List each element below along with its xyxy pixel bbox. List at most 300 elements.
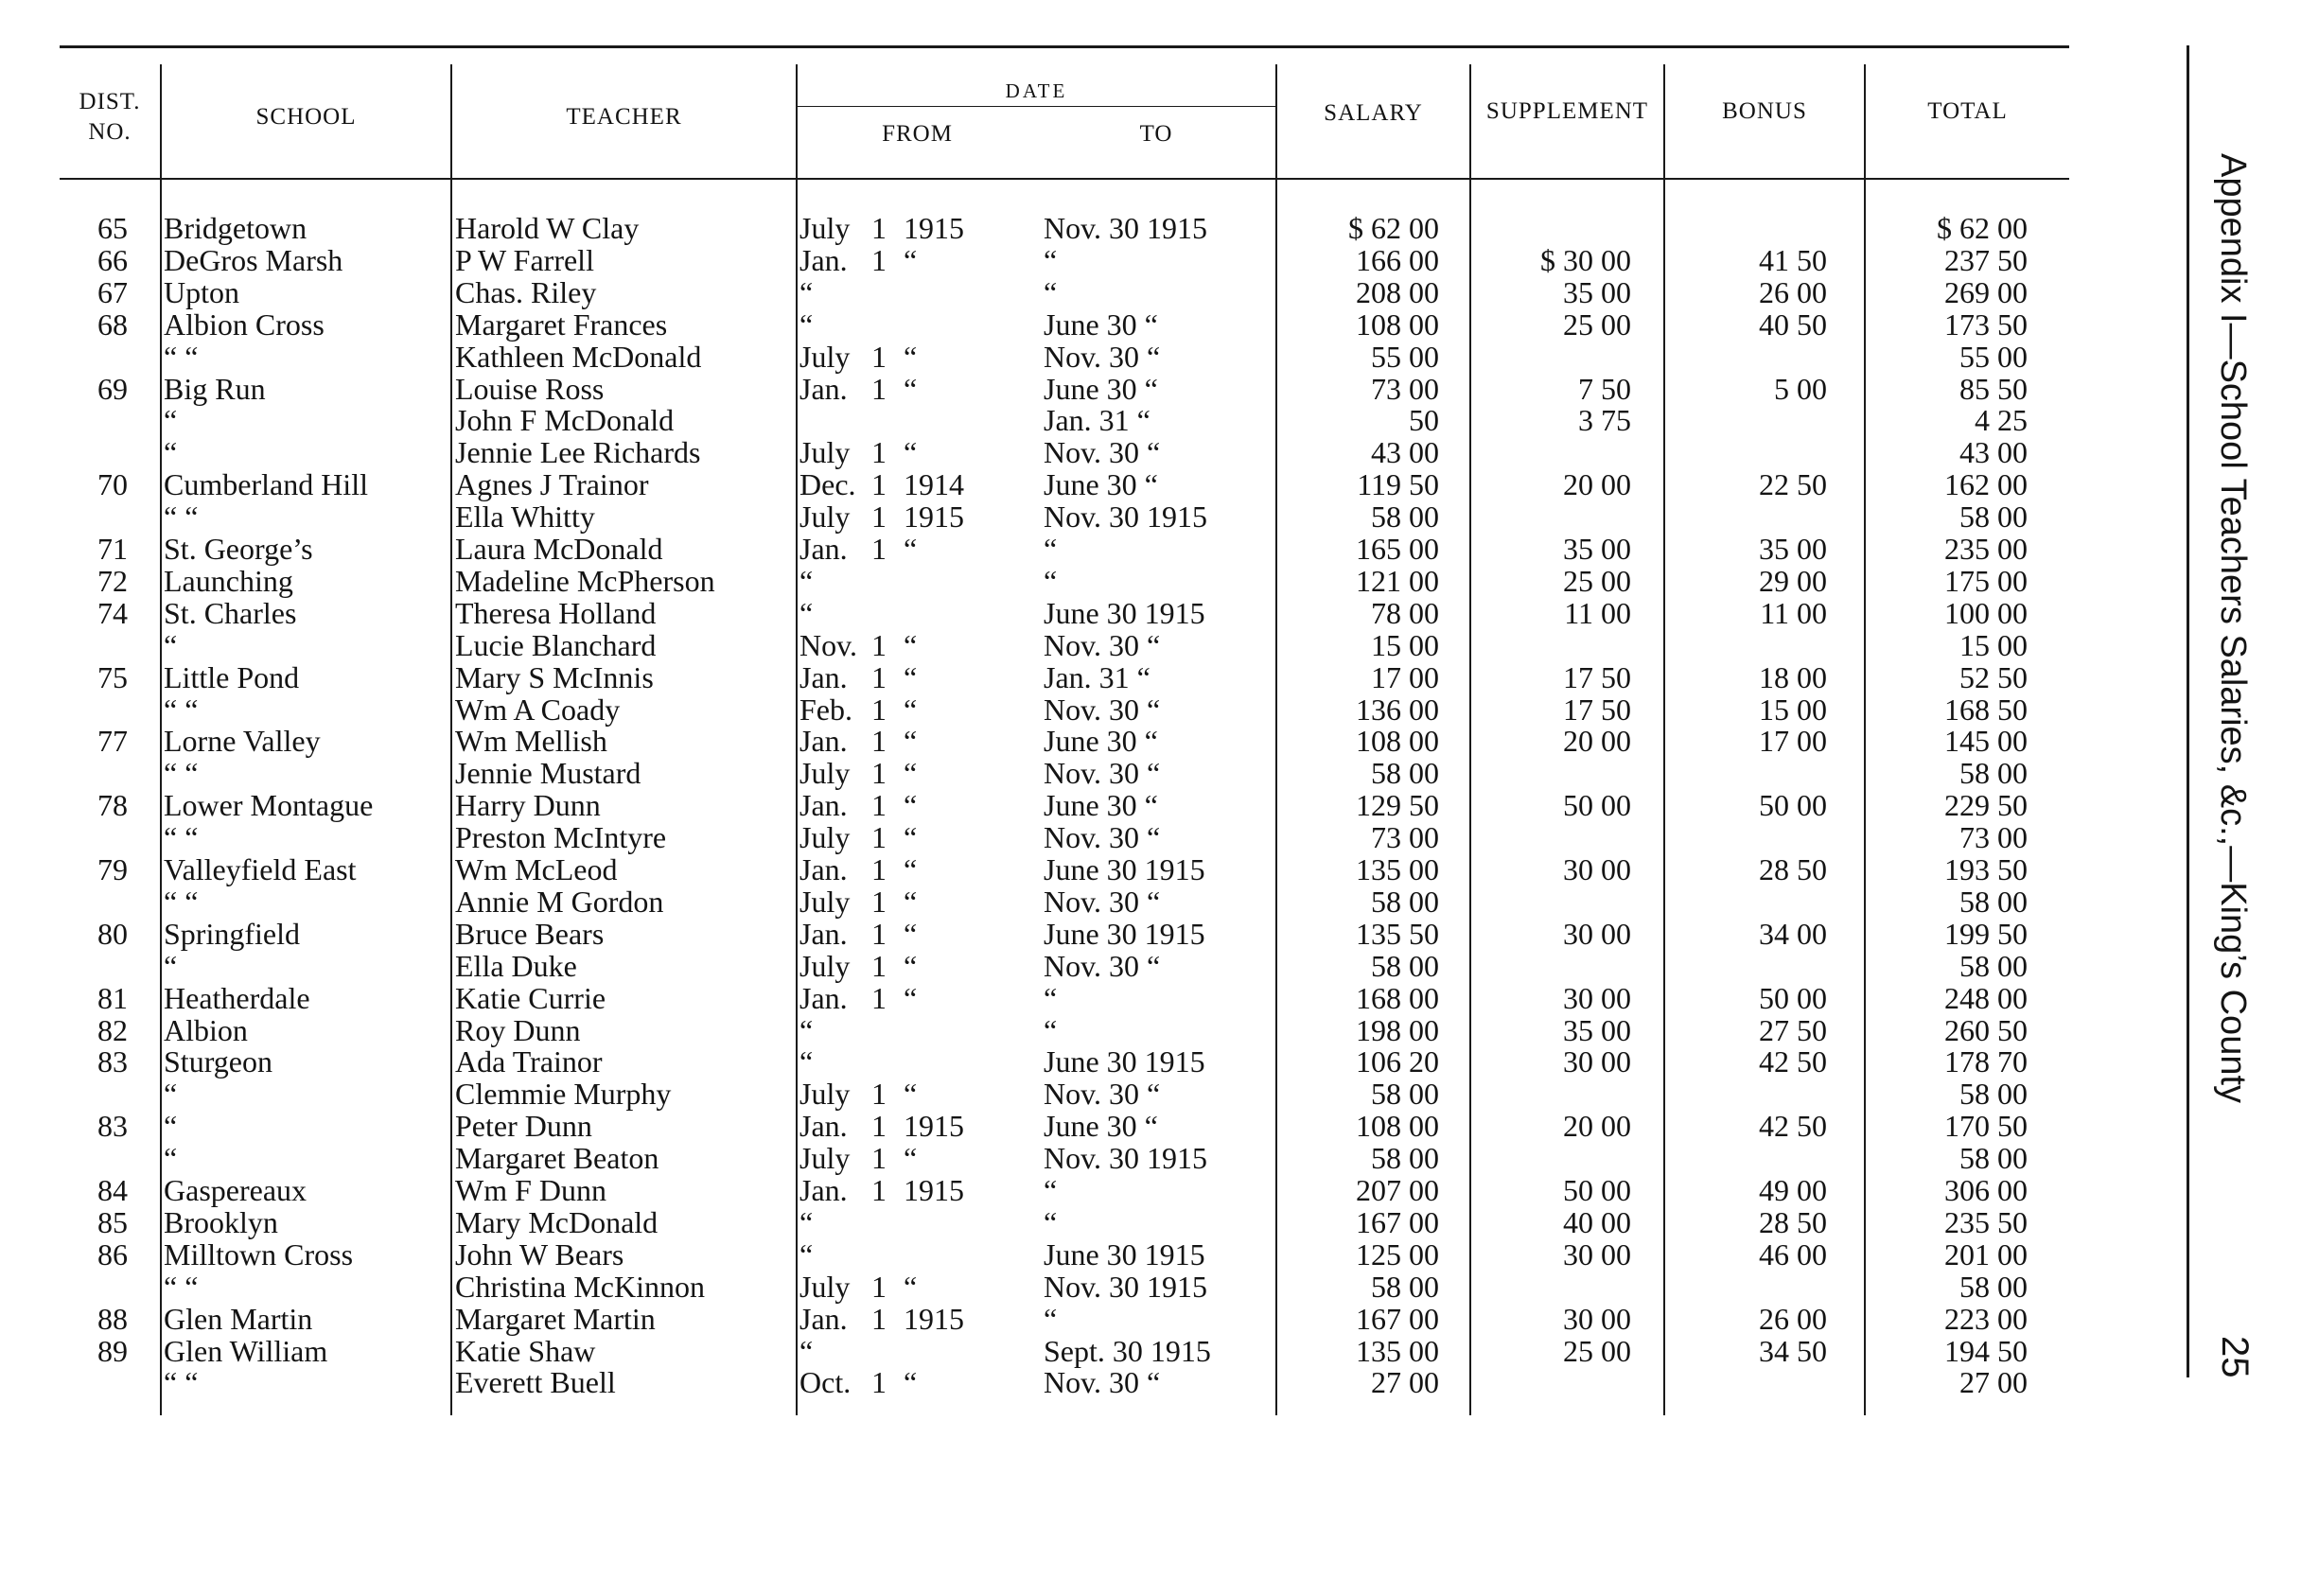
to-date-cell: Nov. 30 “ [1044,435,1161,470]
school-cell: Sturgeon [164,1044,272,1079]
from-year-cell: “ [904,435,918,470]
teacher-cell: Wm Mellish [455,724,607,759]
from-month-cell: July [799,500,851,535]
total-cell: 27 00 [1959,1365,2028,1400]
from-month-cell: Jan. [799,980,848,1015]
teacher-cell: P W Farrell [455,242,594,277]
total-cell: 229 50 [1944,788,2028,823]
from-month-cell: “ [799,595,814,630]
from-day-cell: 1 [871,659,887,694]
table-row [60,693,2069,726]
table-row [60,212,2069,244]
to-date-cell: Jan. 31 “ [1044,403,1150,438]
total-cell: 145 00 [1944,724,2028,759]
bonus-cell: 17 00 [1759,724,1827,759]
teacher-cell: Agnes J Trainor [455,467,649,502]
salary-cell: 73 00 [1371,371,1439,406]
total-cell: 58 00 [1959,500,2028,535]
salary-cell: 207 00 [1356,1173,1439,1207]
salary-cell: 43 00 [1371,435,1439,470]
teacher-cell: Wm F Dunn [455,1173,606,1207]
supplement-cell: 35 00 [1563,532,1631,566]
to-date-cell: “ [1044,980,1058,1015]
table-row [60,533,2069,565]
school-cell: “ [164,1141,178,1176]
total-cell: 15 00 [1959,627,2028,662]
from-year-cell: 1915 [904,211,964,245]
from-month-cell: Jan. [799,1301,848,1336]
supplement-cell: 30 00 [1563,980,1631,1015]
to-date-cell: June 30 “ [1044,467,1158,502]
to-date-cell: June 30 1915 [1044,916,1205,951]
school-cell: “ “ [164,1365,199,1400]
top-rule [60,45,2069,48]
bonus-cell: 41 50 [1759,242,1827,277]
from-month-cell: Jan. [799,371,848,406]
bonus-cell: 22 50 [1759,467,1827,502]
salary-cell: 119 50 [1357,467,1439,502]
from-day-cell: 1 [871,820,887,855]
salary-cell: 125 00 [1356,1236,1439,1272]
bonus-cell: 29 00 [1759,563,1827,598]
to-date-cell: “ [1044,242,1058,277]
from-year-cell: “ [904,852,918,886]
from-day-cell: 1 [871,756,887,791]
dist-cell: 83 [97,1044,128,1079]
bonus-cell: 27 50 [1759,1012,1827,1047]
dist-cell: 65 [97,211,128,245]
header-to: TO [1139,121,1173,147]
teacher-cell: Margaret Beaton [455,1141,659,1176]
from-day-cell: 1 [871,724,887,759]
supplement-cell: 20 00 [1563,1109,1631,1144]
dist-cell: 89 [97,1333,128,1368]
table-row [60,629,2069,661]
teacher-cell: Margaret Martin [455,1301,656,1336]
from-year-cell: “ [904,884,918,919]
school-cell: “ [164,403,178,438]
from-month-cell: Jan. [799,242,848,277]
salary-cell: 165 00 [1356,532,1439,566]
dist-cell: 79 [97,852,128,886]
dist-cell: 68 [97,307,128,342]
to-date-cell: Nov. 30 “ [1044,339,1161,374]
table-row [60,500,2069,533]
from-year-cell: 1915 [904,1301,964,1336]
to-date-cell: Jan. 31 “ [1044,659,1150,694]
from-month-cell: Oct. [799,1365,852,1400]
to-date-cell: Sept. 30 1915 [1044,1333,1211,1368]
table-row [60,982,2069,1014]
dist-cell: 77 [97,724,128,759]
salary-cell: 198 00 [1356,1012,1439,1047]
table-row [60,1303,2069,1335]
supplement-cell: 35 00 [1563,1012,1631,1047]
header-supplement: SUPPLEMENT [1485,98,1649,124]
table-row [60,373,2069,405]
supplement-cell: 40 00 [1563,1204,1631,1239]
to-date-cell: “ [1044,532,1058,566]
from-year-cell: “ [904,1077,918,1112]
salary-cell: $ 62 00 [1348,211,1439,245]
dist-cell: 74 [97,595,128,630]
total-cell: 269 00 [1944,274,2028,309]
from-month-cell: July [799,1077,851,1112]
from-day-cell: 1 [871,884,887,919]
bonus-cell: 28 50 [1759,852,1827,886]
teacher-cell: John F McDonald [455,403,675,438]
from-day-cell: 1 [871,692,887,727]
salary-cell: 136 00 [1356,692,1439,727]
from-month-cell: July [799,820,851,855]
salary-cell: 58 00 [1371,1269,1439,1304]
salary-cell: 108 00 [1356,724,1439,759]
from-year-cell: “ [904,242,918,277]
to-date-cell: Nov. 30 “ [1044,692,1161,727]
dist-cell: 84 [97,1173,128,1207]
from-day-cell: 1 [871,1269,887,1304]
teacher-cell: Clemmie Murphy [455,1077,672,1112]
teacher-cell: Theresa Holland [455,595,657,630]
from-day-cell: 1 [871,532,887,566]
school-cell: “ “ [164,692,199,727]
from-year-cell: “ [904,1141,918,1176]
salary-cell: 121 00 [1356,563,1439,598]
dist-cell: 69 [97,371,128,406]
bonus-cell: 49 00 [1759,1173,1827,1207]
total-cell: 235 00 [1944,532,2028,566]
bonus-cell: 46 00 [1759,1236,1827,1272]
from-year-cell: 1915 [904,1173,964,1207]
teacher-cell: Bruce Bears [455,916,605,951]
from-day-cell: 1 [871,371,887,406]
from-month-cell: July [799,948,851,983]
dist-cell: 78 [97,788,128,823]
salary-cell: 50 [1409,403,1439,438]
from-month-cell: Jan. [799,788,848,823]
school-cell: “ [164,1109,178,1144]
to-date-cell: Nov. 30 1915 [1044,1141,1208,1176]
from-month-cell: “ [799,1012,814,1047]
salary-cell: 129 50 [1356,788,1439,823]
dist-cell: 66 [97,242,128,277]
to-date-cell: June 30 “ [1044,724,1158,759]
teacher-cell: Louise Ross [455,371,605,406]
supplement-cell: 50 00 [1563,1173,1631,1207]
to-date-cell: Nov. 30 1915 [1044,1269,1208,1304]
from-year-cell: “ [904,371,918,406]
school-cell: Big Run [164,371,266,406]
salary-cell: 55 00 [1371,339,1439,374]
header-from: FROM [882,121,953,147]
school-cell: “ “ [164,339,199,374]
school-cell: Valleyfield East [164,852,357,886]
bonus-cell: 18 00 [1759,659,1827,694]
school-cell: “ “ [164,500,199,535]
to-date-cell: Nov. 30 “ [1044,1365,1161,1400]
to-date-cell: Nov. 30 1915 [1044,211,1208,245]
teacher-cell: Harry Dunn [455,788,601,823]
teacher-cell: Chas. Riley [455,274,597,309]
to-date-cell: June 30 “ [1044,1109,1158,1144]
teacher-cell: Madeline McPherson [455,563,715,598]
dist-cell: 70 [97,467,128,502]
from-month-cell: Jan. [799,532,848,566]
from-year-cell: 1915 [904,500,964,535]
total-cell: 58 00 [1959,1269,2028,1304]
bonus-cell: 40 50 [1759,307,1827,342]
to-date-cell: “ [1044,1173,1058,1207]
school-cell: Springfield [164,916,300,951]
from-year-cell: “ [904,1365,918,1400]
from-year-cell: “ [904,659,918,694]
header-dist: DIST. [79,89,141,114]
total-cell: 260 50 [1944,1012,2028,1047]
from-day-cell: 1 [871,1077,887,1112]
from-day-cell: 1 [871,1109,887,1144]
to-date-cell: June 30 1915 [1044,852,1205,886]
from-month-cell: Jan. [799,659,848,694]
from-month-cell: July [799,756,851,791]
school-cell: Heatherdale [164,980,310,1015]
school-cell: DeGros Marsh [164,242,343,277]
supplement-cell: 7 50 [1578,371,1631,406]
to-date-cell: Nov. 30 “ [1044,820,1161,855]
bonus-cell: 34 50 [1759,1333,1827,1368]
salary-cell: 58 00 [1371,884,1439,919]
to-date-cell: “ [1044,1301,1058,1336]
total-cell: 248 00 [1944,980,2028,1015]
teacher-cell: Mary S McInnis [455,659,654,694]
to-date-cell: June 30 1915 [1044,1044,1205,1079]
from-year-cell: “ [904,532,918,566]
school-cell: Albion [164,1012,248,1047]
salary-cell: 58 00 [1371,948,1439,983]
supplement-cell: 30 00 [1563,1044,1631,1079]
salary-cell: 108 00 [1356,1109,1439,1144]
salary-ledger-table [60,45,2069,1427]
teacher-cell: Harold W Clay [455,211,640,245]
school-cell: Upton [164,274,239,309]
bonus-cell: 42 50 [1759,1044,1827,1079]
total-cell: 58 00 [1959,948,2028,983]
bonus-cell: 28 50 [1759,1204,1827,1239]
from-day-cell: 1 [871,211,887,245]
supplement-cell: 17 50 [1563,659,1631,694]
total-cell: 58 00 [1959,1141,2028,1176]
from-year-cell: 1915 [904,1109,964,1144]
table-row [60,725,2069,757]
salary-cell: 135 00 [1356,852,1439,886]
school-cell: Albion Cross [164,307,325,342]
school-cell: Glen Martin [164,1301,313,1336]
dist-cell: 67 [97,274,128,309]
from-month-cell: July [799,211,851,245]
school-cell: Launching [164,563,293,598]
table-row [60,1110,2069,1142]
from-month-cell: “ [799,1204,814,1239]
salary-cell: 168 00 [1356,980,1439,1015]
teacher-cell: Everett Buell [455,1365,616,1400]
salary-cell: 108 00 [1356,307,1439,342]
teacher-cell: Preston McIntyre [455,820,667,855]
total-cell: 199 50 [1944,916,2028,951]
supplement-cell: 20 00 [1563,724,1631,759]
from-year-cell: “ [904,627,918,662]
to-date-cell: Nov. 30 “ [1044,884,1161,919]
total-cell: 237 50 [1944,242,2028,277]
table-row [60,950,2069,982]
total-cell: 58 00 [1959,1077,2028,1112]
supplement-cell: 17 50 [1563,692,1631,727]
salary-cell: 135 00 [1356,1333,1439,1368]
from-month-cell: July [799,1269,851,1304]
total-cell: 43 00 [1959,435,2028,470]
table-row [60,853,2069,886]
header-total: TOTAL [1927,98,2008,124]
total-cell: 170 50 [1944,1109,2028,1144]
salary-cell: 58 00 [1371,500,1439,535]
to-date-cell: Nov. 30 “ [1044,1077,1161,1112]
table-row [60,597,2069,629]
school-cell: Gaspereaux [164,1173,307,1207]
from-year-cell: “ [904,980,918,1015]
from-day-cell: 1 [871,1301,887,1336]
table-row [60,404,2069,436]
bonus-cell: 5 00 [1774,371,1827,406]
school-cell: Glen William [164,1333,328,1368]
supplement-cell: 30 00 [1563,852,1631,886]
from-year-cell: “ [904,820,918,855]
dist-cell: 81 [97,980,128,1015]
school-cell: St. Charles [164,595,297,630]
school-cell: “ “ [164,1269,199,1304]
table-row [60,918,2069,950]
teacher-cell: Jennie Mustard [455,756,641,791]
table-row [60,436,2069,468]
to-date-cell: Nov. 30 “ [1044,627,1161,662]
from-month-cell: Jan. [799,1173,848,1207]
total-cell: 100 00 [1944,595,2028,630]
salary-cell: 73 00 [1371,820,1439,855]
dist-cell: 88 [97,1301,128,1336]
school-cell: Little Pond [164,659,300,694]
dist-cell: 75 [97,659,128,694]
table-row [60,341,2069,373]
total-cell: 52 50 [1959,659,2028,694]
from-day-cell: 1 [871,980,887,1015]
from-year-cell: “ [904,1269,918,1304]
total-cell: 58 00 [1959,884,2028,919]
to-date-cell: June 30 “ [1044,788,1158,823]
salary-cell: 58 00 [1371,1141,1439,1176]
teacher-cell: Lucie Blanchard [455,627,657,662]
table-row [60,1206,2069,1238]
bonus-cell: 50 00 [1759,788,1827,823]
school-cell: “ “ [164,884,199,919]
total-cell: 175 00 [1944,563,2028,598]
bonus-cell: 26 00 [1759,1301,1827,1336]
total-cell: 178 70 [1944,1044,2028,1079]
from-day-cell: 1 [871,852,887,886]
to-date-cell: June 30 “ [1044,371,1158,406]
salary-cell: 208 00 [1356,274,1439,309]
total-cell: 173 50 [1944,307,2028,342]
from-month-cell: Feb. [799,692,852,727]
teacher-cell: Mary McDonald [455,1204,659,1239]
header-date: DATE [1005,79,1068,102]
from-month-cell: “ [799,274,814,309]
table-row [60,1045,2069,1078]
header-school: SCHOOL [255,104,357,130]
total-cell: $ 62 00 [1937,211,2028,245]
bonus-cell: 34 00 [1759,916,1827,951]
from-month-cell: “ [799,1044,814,1079]
dist-cell: 83 [97,1109,128,1144]
total-cell: 235 50 [1944,1204,2028,1239]
school-cell: Lorne Valley [164,724,321,759]
dist-cell: 71 [97,532,128,566]
teacher-cell: Katie Shaw [455,1333,596,1368]
total-cell: 201 00 [1944,1236,2028,1272]
total-cell: 85 50 [1959,371,2028,406]
to-date-cell: June 30 1915 [1044,1236,1205,1272]
bonus-cell: 26 00 [1759,274,1827,309]
from-day-cell: 1 [871,916,887,951]
date-header-rule [798,106,1277,107]
teacher-cell: Margaret Frances [455,307,668,342]
to-date-cell: “ [1044,274,1058,309]
school-cell: Brooklyn [164,1204,278,1239]
from-month-cell: Dec. [799,467,856,502]
teacher-cell: Ada Trainor [455,1044,603,1079]
table-row [60,1238,2069,1271]
school-cell: St. George’s [164,532,313,566]
teacher-cell: John W Bears [455,1236,624,1272]
from-day-cell: 1 [871,1365,887,1400]
total-cell: 306 00 [1944,1173,2028,1207]
salary-cell: 58 00 [1371,1077,1439,1112]
from-year-cell: “ [904,788,918,823]
table-row [60,661,2069,693]
table-row [60,1335,2069,1367]
teacher-cell: Peter Dunn [455,1109,592,1144]
from-year-cell: 1914 [904,467,964,502]
total-cell: 4 25 [1975,403,2028,438]
from-day-cell: 1 [871,467,887,502]
total-cell: 193 50 [1944,852,2028,886]
total-cell: 194 50 [1944,1333,2028,1368]
school-cell: “ [164,1077,178,1112]
from-month-cell: July [799,435,851,470]
school-cell: “ [164,948,178,983]
table-row [60,1271,2069,1303]
salary-cell: 27 00 [1371,1365,1439,1400]
salary-cell: 135 50 [1356,916,1439,951]
dist-cell: 86 [97,1236,128,1272]
bonus-cell: 35 00 [1759,532,1827,566]
teacher-cell: Ella Duke [455,948,577,983]
from-month-cell: Jan. [799,1109,848,1144]
table-row [60,1014,2069,1046]
total-cell: 55 00 [1959,339,2028,374]
bonus-cell: 42 50 [1759,1109,1827,1144]
from-year-cell: “ [904,724,918,759]
salary-cell: 166 00 [1356,242,1439,277]
header-teacher: TEACHER [566,104,682,130]
teacher-cell: Annie M Gordon [455,884,664,919]
table-row [60,1174,2069,1206]
